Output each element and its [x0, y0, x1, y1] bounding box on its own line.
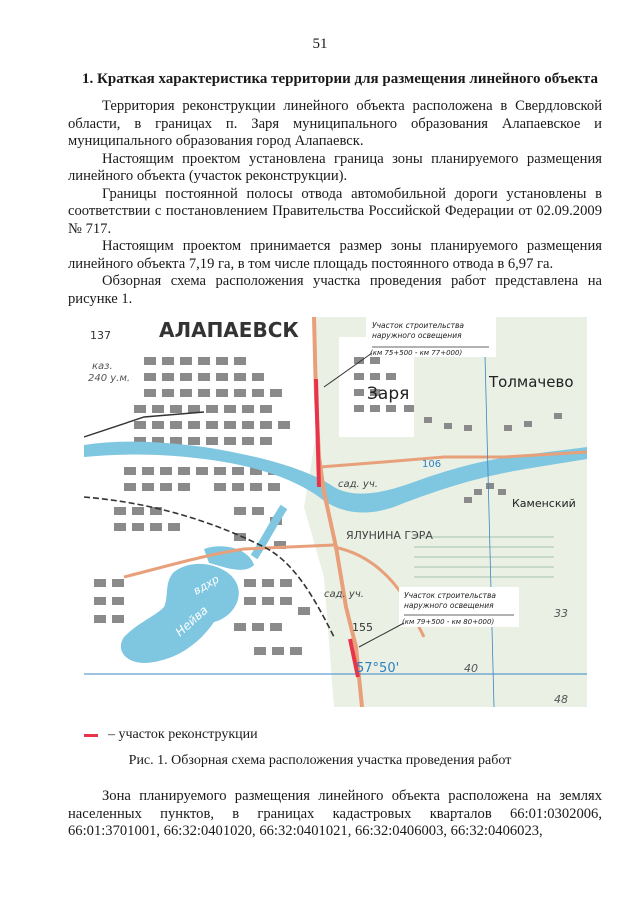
figure-caption: Рис. 1. Обзорная схема расположения участка проведения работ: [128, 753, 512, 768]
height-155: 155: [352, 621, 373, 634]
callout-bottom-line2: наружного освещения: [404, 601, 494, 610]
intro-text: [68, 98, 602, 308]
kaz-label: каз.: [92, 361, 113, 372]
tolmachevo-label: Толмачево: [489, 373, 574, 391]
height-137: 137: [90, 329, 111, 342]
callout-top-line1: Участок строительства: [372, 321, 465, 330]
kaz-value: 240 у.м.: [88, 373, 131, 384]
bottom-text: [68, 788, 602, 841]
grid-40: 40: [464, 662, 478, 675]
legend-text: – участок реконструкции: [108, 727, 258, 742]
garden-label-2: сад. уч.: [324, 589, 364, 600]
paragraph: Настоящим проектом принимается размер зоны планируемого размещения линейного объекта 7,19 га, в том числе площадь постоянного отвода в 6,97 га.: [68, 238, 602, 272]
garden-label-1: сад. уч.: [338, 479, 378, 490]
city-label: АЛАПАЕВСК: [159, 318, 299, 342]
paragraph: Настоящим проектом установлена граница зоны планируемого размещения линейного объекта (участок реконструкции).: [68, 150, 602, 184]
paragraph: Территория реконструкции линейного объекта расположена в Свердловской области, в границах п. Заря муниципального образования Алапаевское и муниципального образования город Алапаевск.: [68, 98, 602, 149]
callout-bottom-line3: (км 79+500 - км 80+000): [402, 618, 495, 626]
paragraph: Границы постоянной полосы отвода автомобильной дороги установлены в соответствии с постановлением Правительства Российской Федерации от 02.09.2009 № 717.: [68, 185, 602, 237]
river-number: 106: [422, 459, 442, 470]
yalunina-label: ЯЛУНИНА ГЭРА: [346, 529, 433, 542]
latitude-label: 57°50': [356, 661, 400, 676]
lake-label: вдхр: [191, 572, 222, 598]
legend-swatch: [84, 734, 98, 737]
river-label: Нейва: [172, 602, 211, 640]
grid-33: 33: [554, 607, 568, 620]
paragraph: Обзорная схема расположения участка проведения работ представлена на рисунке 1.: [68, 273, 602, 307]
paragraph: Зона планируемого размещения линейного объекта расположена на землях населенных пунктов, в границах кадастровых кварталов 66:01:0302006, 66:01:3701001, 66:32:0401020, 66:32:0401021, 66:32:0406003, 66:32:0406023,: [68, 788, 602, 839]
callout-top-line3: (км 75+500 - км 77+000): [370, 349, 463, 357]
map-svg: [84, 317, 587, 707]
callout-bottom-line1: Участок строительства: [404, 591, 497, 600]
page-number: 51: [312, 36, 328, 52]
kamensky-label: Каменский: [512, 497, 576, 510]
grid-48: 48: [554, 693, 568, 706]
callout-top-line2: наружного освещения: [372, 331, 462, 340]
map-legend: [84, 727, 258, 743]
overview-map: [84, 317, 587, 707]
village-label: Заря: [367, 384, 410, 404]
section-heading: 1. Краткая характеристика территории для размещения линейного объекта: [82, 71, 598, 87]
